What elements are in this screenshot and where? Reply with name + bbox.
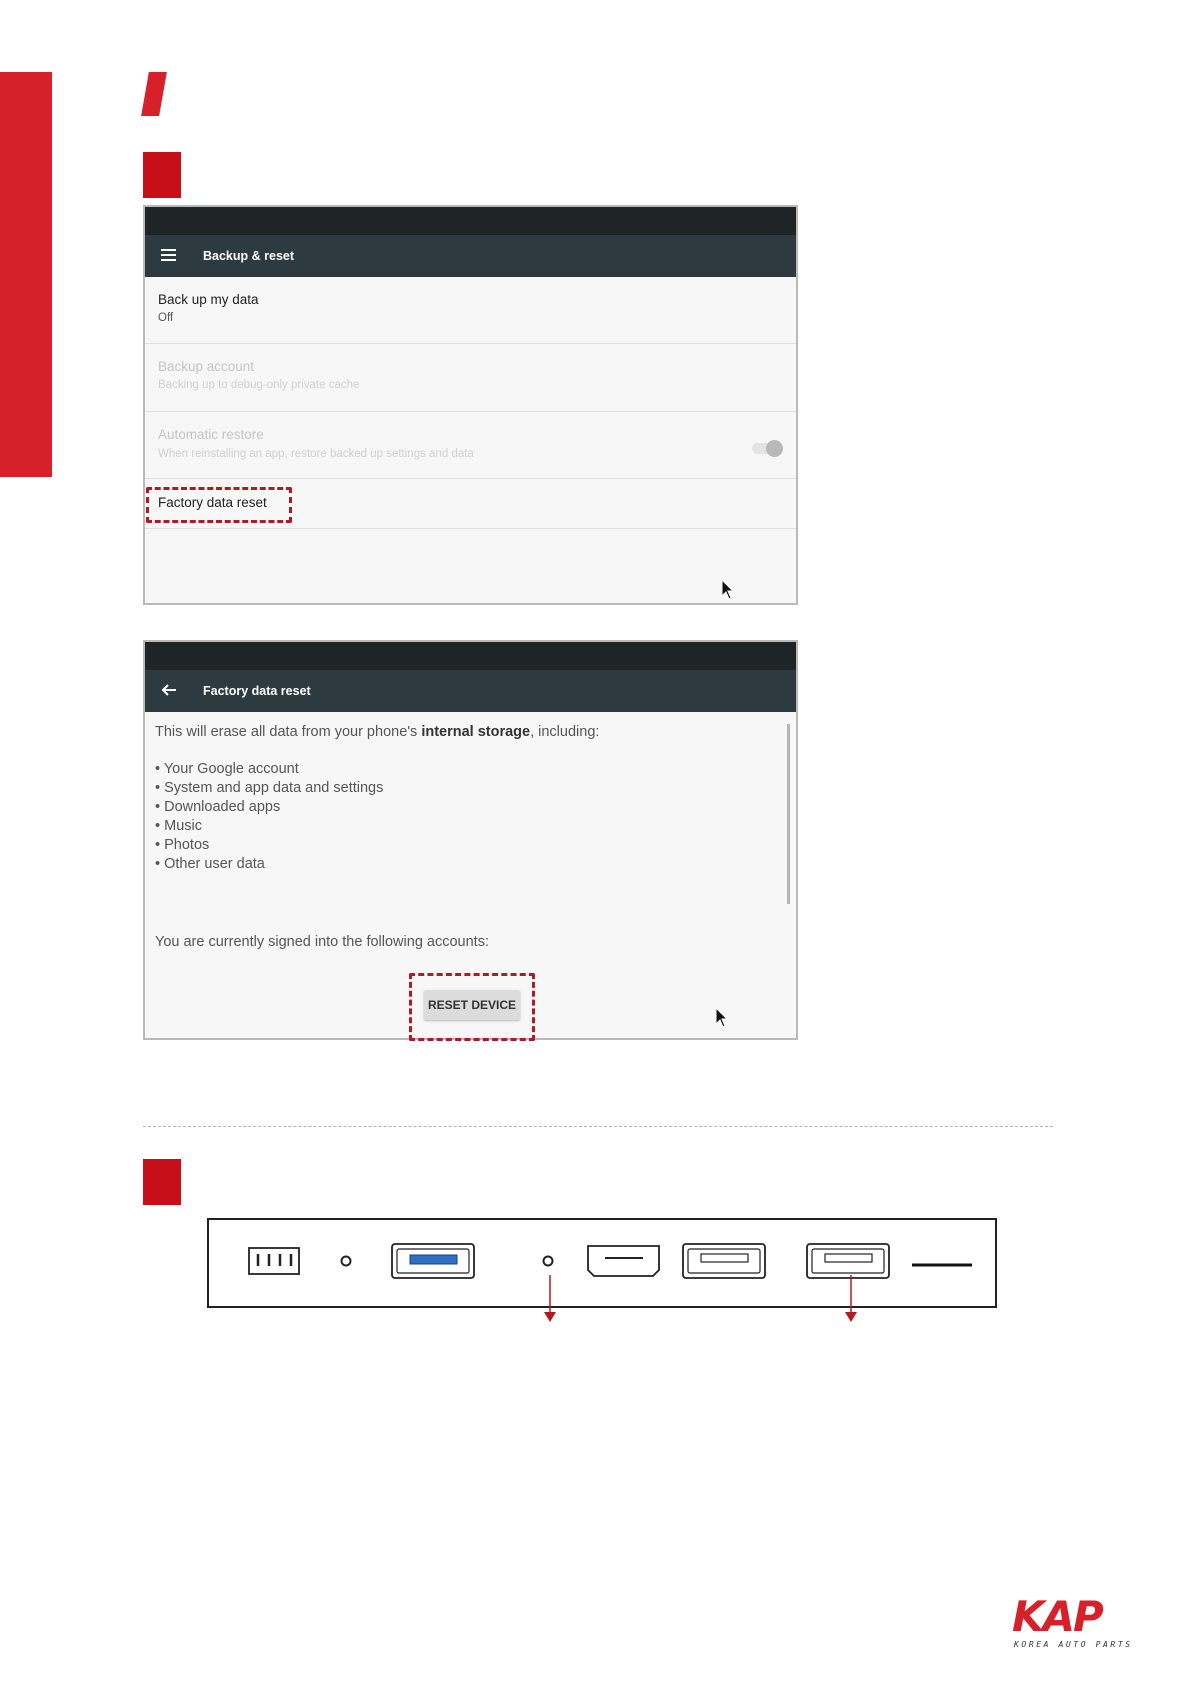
automatic-restore-toggle[interactable]: [752, 440, 782, 456]
setting-title: Backup account: [158, 359, 255, 374]
section-divider: [143, 1126, 1053, 1127]
setting-backup-my-data[interactable]: [145, 277, 796, 344]
list-item: • Downloaded apps: [155, 798, 383, 817]
reset-device-highlight: [409, 973, 535, 1041]
reset-intro: This will erase all data from your phone's internal storage, including:: [155, 724, 600, 740]
setting-title: Back up my data: [158, 292, 259, 307]
list-item: • System and app data and settings: [155, 779, 383, 798]
usb-port-icon[interactable]: [807, 1244, 889, 1278]
erase-list: [155, 760, 383, 874]
reset-pointer-arrow-icon: [540, 1275, 560, 1325]
pin-connector-icon: [249, 1248, 299, 1274]
mouse-cursor-icon: [721, 579, 735, 601]
usb-pointer-arrow-icon: [841, 1275, 861, 1325]
backup-reset-screenshot: [143, 205, 798, 605]
usb-port-icon[interactable]: [683, 1244, 765, 1278]
list-item: • Your Google account: [155, 760, 383, 779]
signed-in-text: You are currently signed into the following accounts:: [155, 934, 489, 950]
setting-backup-account: [145, 344, 796, 412]
setting-subtitle: Off: [158, 312, 174, 324]
hdmi-port-icon[interactable]: [588, 1246, 659, 1276]
list-item: • Music: [155, 817, 383, 836]
reset-pinhole-icon[interactable]: [543, 1256, 552, 1265]
status-bar: [145, 207, 796, 235]
menu-icon[interactable]: [161, 249, 176, 261]
setting-title: Automatic restore: [158, 427, 264, 442]
setting-automatic-restore: [145, 412, 796, 479]
heading-slash-mark: [141, 72, 167, 116]
list-item: • Photos: [155, 836, 383, 855]
status-bar: [145, 642, 796, 670]
setting-subtitle: When reinstalling an app, restore backed up settings and data: [158, 448, 474, 460]
logo-wordmark: KAP: [1012, 1592, 1102, 1641]
step-marker-2: [143, 1159, 181, 1205]
reset-device-button[interactable]: RESET DEVICE: [424, 990, 520, 1020]
list-item: • Other user data: [155, 855, 383, 874]
usb3-port-icon[interactable]: [392, 1244, 474, 1278]
scrollbar[interactable]: [787, 724, 790, 904]
factory-reset-highlight: [146, 487, 292, 523]
logo-tagline: KOREA AUTO PARTS: [1014, 1640, 1133, 1649]
device-port-panel: [207, 1218, 997, 1308]
kap-logo: [1012, 1592, 1133, 1654]
indicator-hole-icon: [341, 1256, 350, 1265]
step-marker-1: [143, 152, 181, 198]
app-bar-title: Factory data reset: [203, 684, 311, 698]
app-bar: [145, 670, 796, 712]
side-accent-bar: [0, 72, 52, 477]
setting-title: Factory data reset: [158, 495, 267, 510]
app-bar: [145, 235, 796, 277]
mouse-cursor-icon: [715, 1007, 729, 1029]
back-arrow-icon[interactable]: [159, 680, 179, 700]
setting-subtitle: Backing up to debug-only private cache: [158, 379, 360, 391]
app-bar-title: Backup & reset: [203, 249, 295, 263]
